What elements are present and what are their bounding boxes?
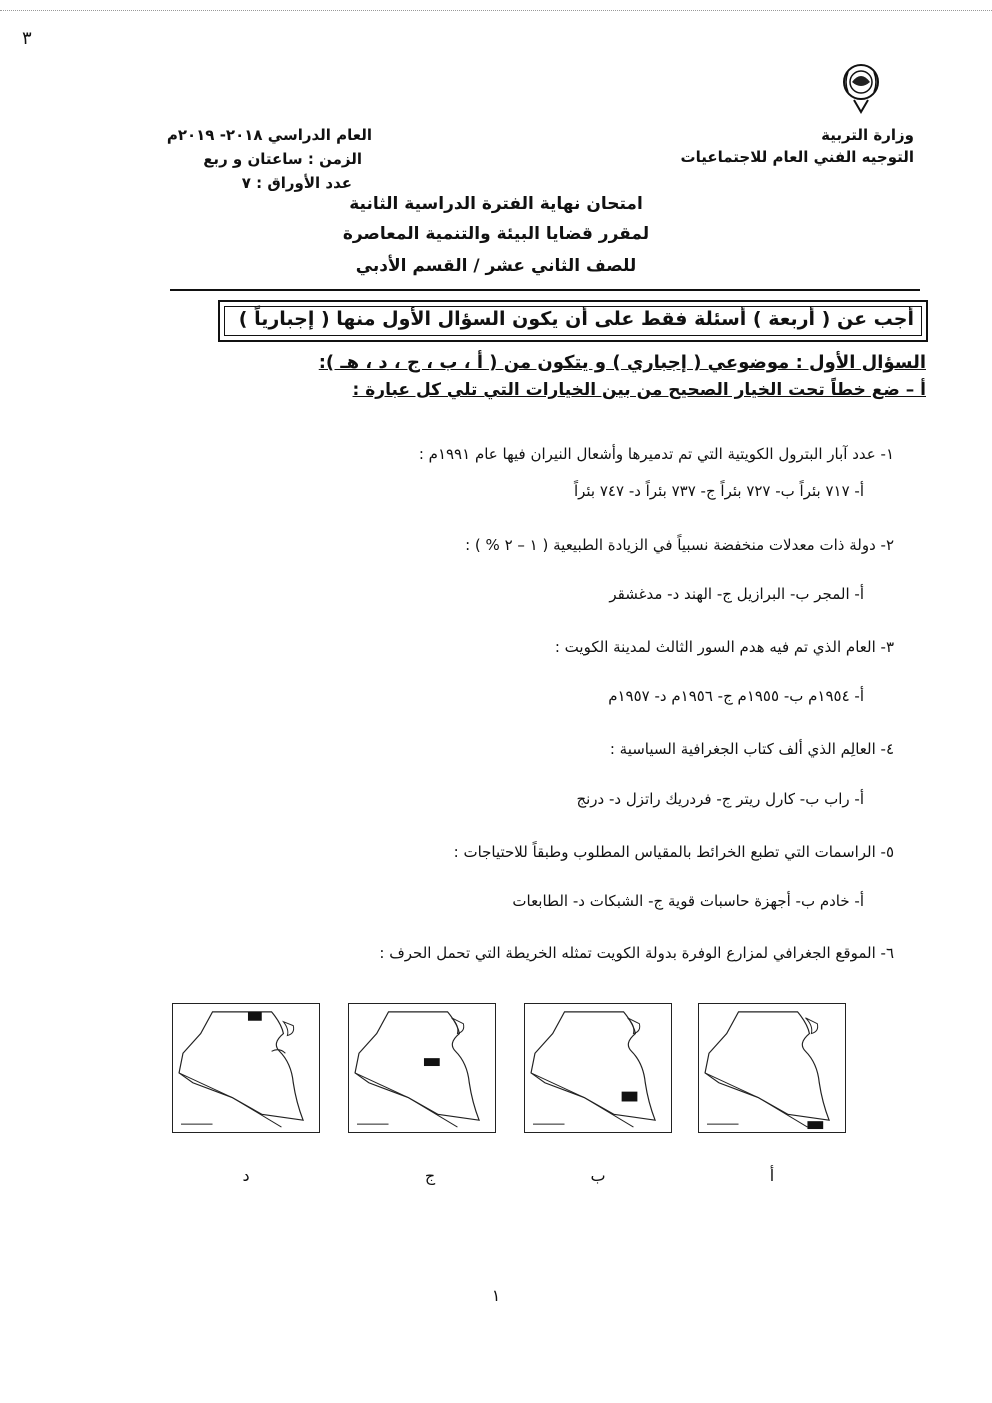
question-4-options: أ- راب ب- كارل ريتر ج- فردريك راتزل د- درنج (576, 790, 864, 808)
instruction-box (218, 300, 928, 342)
ministry-name: وزارة التربية (821, 126, 914, 144)
ministry-emblem (838, 60, 884, 118)
question-2-options: أ- المجر ب- البرازيل ج- الهند د- مدغشقر (609, 585, 864, 603)
header-rule (170, 289, 920, 291)
top-dotted-border (0, 10, 992, 11)
question-4: ٤- العالِم الذي ألف كتاب الجغرافية السياسية : (609, 740, 894, 758)
map-option-d (172, 1003, 320, 1133)
map-option-j (348, 1003, 496, 1133)
question-3-options: أ- ١٩٥٤م ب- ١٩٥٥م ج- ١٩٥٦م د- ١٩٥٧م (608, 687, 864, 705)
kuwait-map-a (699, 1004, 845, 1132)
question-3: ٣- العام الذي تم فيه هدم السور الثالث لمدينة الكويت : (554, 638, 894, 656)
kuwait-map-b (525, 1004, 671, 1132)
pages-count: عدد الأوراق : ٧ (241, 174, 352, 192)
exam-duration: الزمن : ساعتان و ربع (203, 150, 362, 168)
question-1-options: أ- ٧١٧ بئراً ب- ٧٢٧ بئراً ج- ٧٣٧ بئراً د- ٧٤٧ بئراً (573, 482, 864, 500)
exam-title: امتحان نهاية الفترة الدراسية الثانية (349, 194, 643, 214)
map-letter-j: ج (424, 1166, 436, 1185)
question-2: ٢- دولة ذات معدلات منخفضة نسبياً في الزيادة الطبيعية ( ١ – ٢ % ) : (465, 536, 894, 554)
map-letter-a: أ (769, 1166, 775, 1185)
academic-year: العام الدراسي ٢٠١٨- ٢٠١٩م (166, 126, 372, 144)
map-option-a (698, 1003, 846, 1133)
grade-title: للصف الثاني عشر / القسم الأدبي (355, 256, 637, 276)
map-letter-b: ب (590, 1166, 606, 1185)
kuwait-map-d (173, 1004, 319, 1132)
question-5-options: أ- خادم ب- أجهزة حاسبات قوية ج- الشبكات د- الطابعات (512, 892, 864, 910)
map-option-b (524, 1003, 672, 1133)
question-1: ١- عدد آبار البترول الكويتية التي تم تدميرها وأشعال النيران فيها عام ١٩٩١م : (418, 445, 894, 463)
course-title: لمقرر قضايا البيئة والتنمية المعاصرة (342, 224, 650, 244)
part-a-instruction: أ – ضع خطاً تحت الخيار الصحيح من بين الخيارات التي تلي كل عبارة : (352, 380, 926, 400)
department-name: التوجيه الفني العام للاجتماعيات (680, 148, 914, 166)
kuwait-map-j (349, 1004, 495, 1132)
instruction-text: أجب عن ( أربعة ) أسئلة فقط على أن يكون السؤال الأول منها ( إجبارياً ) (238, 308, 914, 330)
page-number: ١ (491, 1286, 501, 1305)
page-mark: ٣ (22, 28, 32, 49)
question-6: ٦- الموقع الجغرافي لمزارع الوفرة بدولة الكويت تمثله الخريطة التي تحمل الحرف : (379, 944, 894, 962)
map-letter-d: د (242, 1166, 250, 1185)
question-5: ٥- الراسمات التي تطبع الخرائط بالمقياس المطلوب وطبقاً للاحتياجات : (453, 843, 894, 861)
question-one-heading: السؤال الأول : موضوعي ( إجباري ) و يتكون من ( أ ، ب ، ج ، د ، هـ ): (318, 352, 926, 373)
